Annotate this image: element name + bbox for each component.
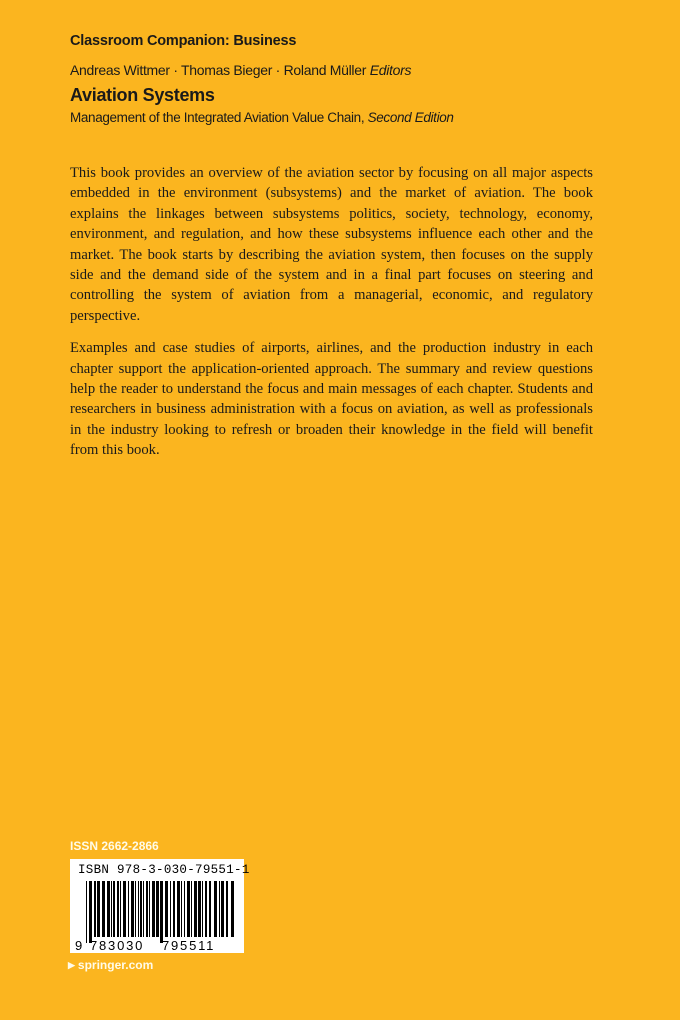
barcode-bar xyxy=(209,881,211,937)
barcode-bar xyxy=(138,881,139,937)
barcode-bar xyxy=(102,881,105,937)
barcode-bar xyxy=(152,881,155,937)
barcode-bar xyxy=(111,881,112,937)
barcode-bar xyxy=(143,881,144,937)
barcode-bar xyxy=(160,881,163,943)
barcode-bar xyxy=(181,881,182,937)
barcode-bar xyxy=(120,881,121,937)
barcode-bar xyxy=(131,881,134,937)
description-paragraph: This book provides an overview of the aviation sector by focusing on all major aspects embedded in the environment (subsystems) and the market of aviation. The book explains the linkages between subsystems politics, society, technology, economy, environment, and regulation, and how these subsystems influence each other and the market. The book starts by describing the aviation system, then focuses on the supply side and the demand side of the system and in a final part focuses on steering and controlling the system of aviation from a managerial, economic, and regulatory perspective. xyxy=(70,165,593,324)
barcode-left-digits: 783030 xyxy=(90,938,145,953)
barcode-bar xyxy=(123,881,126,937)
isbn-label: ISBN 978-3-030-79551-1 xyxy=(78,863,250,877)
barcode xyxy=(70,859,250,953)
description xyxy=(70,163,593,473)
publisher-link[interactable] xyxy=(68,958,153,972)
barcode-bar xyxy=(97,881,100,937)
editors-role: Editors xyxy=(369,62,412,78)
barcode-bar xyxy=(165,881,168,937)
barcode-bar xyxy=(226,881,228,937)
barcode-bar xyxy=(113,881,115,937)
barcode-bar xyxy=(149,881,150,937)
barcode-bar xyxy=(170,881,171,937)
publisher-url: springer.com xyxy=(77,958,154,972)
barcode-bar xyxy=(135,881,136,937)
barcode-bar xyxy=(221,881,224,937)
editor-names: Andreas Wittmer · Thomas Bieger · Roland Müller xyxy=(70,62,367,78)
barcode-bar xyxy=(177,881,180,937)
barcode-bar xyxy=(219,881,220,937)
barcode-bar xyxy=(89,881,92,943)
barcode-bar xyxy=(205,881,207,937)
series-name: Classroom Companion: Business xyxy=(70,33,297,49)
issn-label: ISSN 2662-2866 xyxy=(70,839,159,853)
barcode-bar xyxy=(231,881,234,937)
barcode-bar xyxy=(184,881,185,937)
barcode-bar xyxy=(202,881,203,937)
barcode-bar xyxy=(194,881,197,937)
book-subtitle xyxy=(70,110,454,125)
description-paragraph: Examples and case studies of airports, airlines, and the production industry in each chapter support the application-oriented approach. The summary and review questions help the reader to understand the focus and main messages of each chapter. Students and researchers in business administration with a focus on aviation, as well as professionals in the industry looking to refresh or broaden their knowledge in the field will benefit from this book. xyxy=(70,340,593,459)
barcode-bar xyxy=(107,881,110,937)
barcode-bar xyxy=(117,881,119,937)
barcode-bar xyxy=(156,881,159,937)
triangle-right-icon: ▶ xyxy=(68,960,75,970)
barcode-bar xyxy=(86,881,87,943)
barcode-right-digits: 795511 xyxy=(162,938,216,953)
barcode-bar xyxy=(191,881,192,937)
editors-line xyxy=(70,62,411,78)
book-title: Aviation Systems xyxy=(70,85,215,105)
barcode-bar xyxy=(198,881,201,937)
barcode-bars xyxy=(70,859,244,953)
barcode-bar xyxy=(187,881,190,937)
barcode-first-digit: 9 xyxy=(75,938,83,953)
barcode-bar xyxy=(94,881,96,937)
edition-label: Second Edition xyxy=(367,110,454,125)
barcode-bar xyxy=(146,881,148,937)
barcode-bar xyxy=(173,881,175,937)
barcode-bar xyxy=(214,881,217,937)
barcode-bar xyxy=(140,881,142,937)
barcode-bar xyxy=(128,881,129,937)
subtitle-text: Management of the Integrated Aviation Value Chain, xyxy=(70,110,365,125)
